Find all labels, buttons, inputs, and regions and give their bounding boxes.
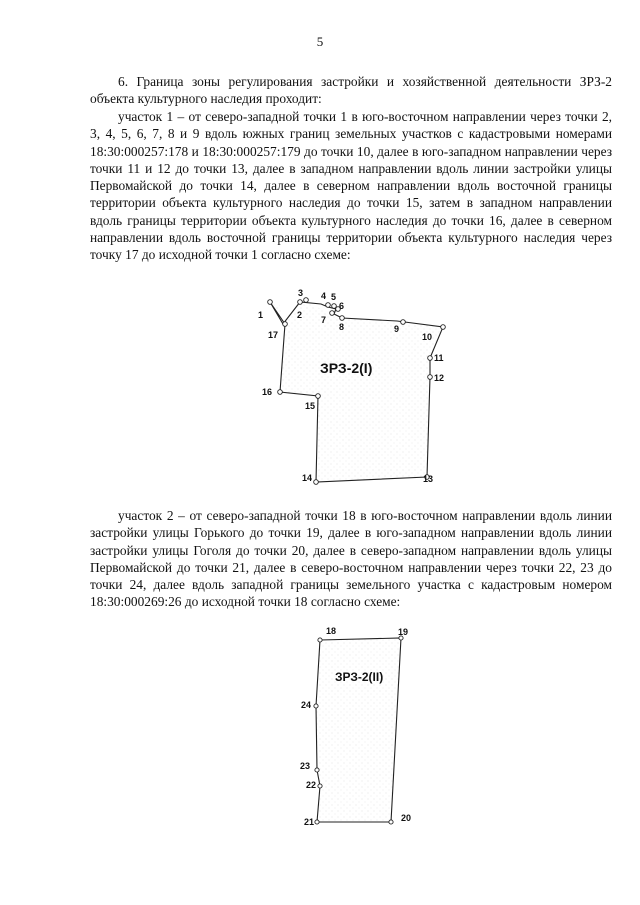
point-label-1: 1 [258,310,264,320]
point-label-21: 21 [304,817,315,827]
point-label-9: 9 [394,324,400,334]
point-label-19: 19 [398,627,409,637]
point-label-20: 20 [401,813,412,823]
point-label-5: 5 [331,292,337,302]
zone-scheme-1 [255,285,465,490]
point-label-10: 10 [422,332,433,342]
vertex-16 [278,390,283,395]
vertex-15 [316,394,321,399]
point-label-2: 2 [297,310,303,320]
page-number: 5 [316,34,324,49]
point-label-17: 17 [268,330,279,340]
vertex-11 [428,356,433,361]
vertex-10 [441,325,446,330]
point-label-6: 6 [339,301,345,311]
vertex-12 [428,375,433,380]
zone-scheme-2 [296,624,426,829]
point-label-8: 8 [339,322,345,332]
vertex-22 [318,784,322,788]
zone-1-fill [270,302,443,482]
point-label-7: 7 [321,315,327,325]
point-label-22: 22 [306,780,317,790]
section-1-paragraph: участок 1 – от северо-западной точки 1 в юго-восточном направлении через точки 2, 3, 4, 5, 6, 7, 8 и 9 вдоль южных границ земельных участков с кадастровыми номерами 18:30:000257:178 и 18:30:000257:179 до точки 10, далее в юго-западном направлении через точки 11 и 12 до точки 13, далее в западном направлении вдоль линии застройки улицы Первомайской до точки 14, далее в северном направлении вдоль восточной границы территории объекта культурного наследия до точки 15, затем в западном направлении вдоль границы территории объекта культурного наследия до точки 16, далее в северном направлении вдоль восточной границы территории объекта культурного наследия через точку 17 до исходной точки 1 согласно схеме: [90,109,612,263]
zone-2-fill [316,638,401,822]
vertex-9 [401,320,406,325]
zone-1-label: ЗРЗ-2(I) [320,360,373,376]
vertex-23 [315,768,319,772]
vertex-8 [340,316,345,321]
point-label-3: 3 [298,288,304,298]
vertex-17 [283,322,288,327]
vertex-18 [318,638,322,642]
vertex-1 [268,300,273,305]
vertex-7 [330,311,335,316]
point-label-18: 18 [326,626,337,636]
vertex-2 [298,300,303,305]
section-2-paragraph: участок 2 – от северо-западной точки 18 в юго-восточном направлении вдоль линии застройки улицы Горького до точки 19, далее в юго-западном направлении вдоль линии застройки улицы Гоголя до точки 20, далее в северо-западном направлении вдоль улицы Первомайской до точки 21, далее в северо-восточном направлении через точки 22, 23 до точки 24, далее вдоль западной границы земельного участка с кадастровым номером 18:30:000269:26 до исходной точки 18 согласно схеме: [90,508,612,610]
point-label-4: 4 [321,291,327,301]
vertex-24 [314,704,318,708]
point-label-24: 24 [301,700,312,710]
vertex-20 [389,820,393,824]
point-label-12: 12 [434,373,445,383]
point-label-11: 11 [434,353,444,363]
vertex-21 [315,820,319,824]
vertex-5 [332,304,337,309]
point-label-14: 14 [302,473,313,483]
vertex-3 [304,298,309,303]
zone-2-label: ЗРЗ-2(II) [335,670,384,684]
point-label-23: 23 [300,761,311,771]
vertex-4 [326,303,331,308]
vertex-14 [314,480,319,485]
point-label-15: 15 [305,401,316,411]
point-label-13: 13 [423,474,434,484]
intro-paragraph: 6. Граница зоны регулирования застройки и хозяйственной деятельности ЗРЗ-2 объекта культурного наследия проходит: [90,74,612,107]
point-label-16: 16 [262,387,273,397]
